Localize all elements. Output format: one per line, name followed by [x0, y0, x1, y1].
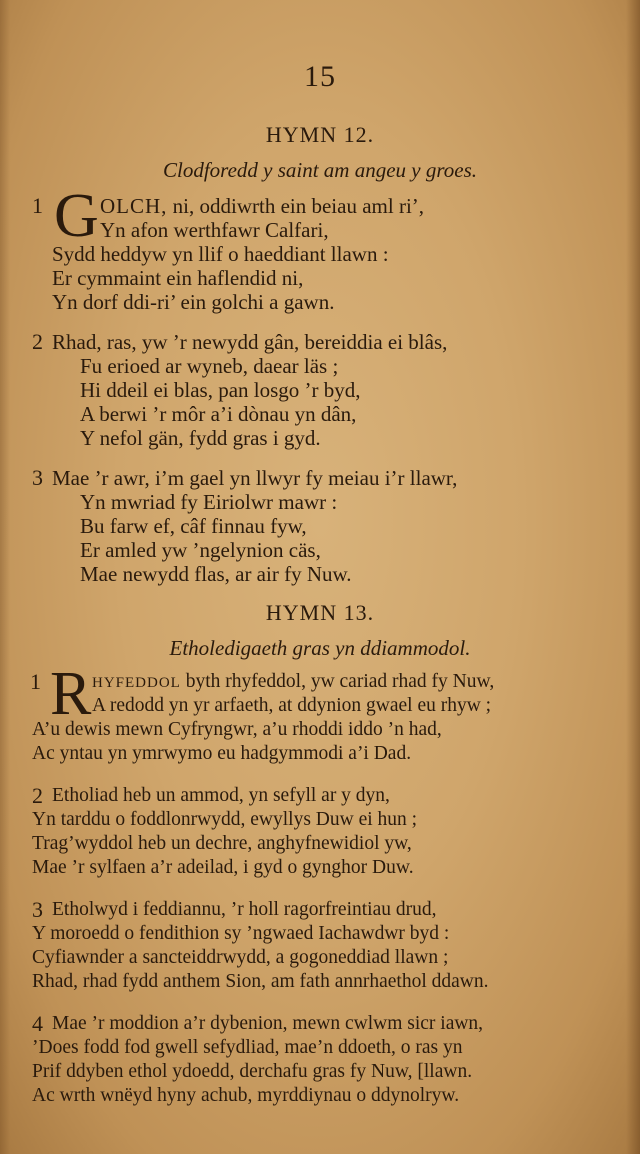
- verse-line: Ac yntau yn ymrwymo eu hadgymmodi a’i Dad.: [32, 743, 412, 764]
- hymn-13-title: HYMN 13.: [265, 600, 375, 625]
- hymn-13-subtitle: Etholedigaeth gras yn ddiammodol.: [169, 636, 471, 660]
- verse-line: Yn tarddu o foddlonrwydd, ewyllys Duw ei hun ;: [32, 809, 418, 830]
- verse-line: Mae newydd flas, ar air fy Nuw.: [80, 562, 352, 586]
- verse-line: Yn afon werthfawr Calfari,: [100, 218, 329, 242]
- verse-number: 2: [32, 783, 43, 808]
- verse-number: 3: [32, 897, 43, 922]
- verse-line: Hi ddeil ei blas, pan losgo ’r byd,: [80, 378, 361, 402]
- first-word-caps: OLCH,: [100, 194, 168, 218]
- verse-number: 4: [32, 1011, 43, 1036]
- verse-line: Trag’wyddol heb un dechre, anghyfnewidiol yw,: [32, 833, 412, 854]
- verse-number: 3: [32, 465, 43, 490]
- verse-line: Er cymmaint ein haflendid ni,: [52, 266, 304, 290]
- verse-line: Mae ’r moddion a’r dybenion, mewn cwlwm sicr iawn,: [52, 1013, 484, 1034]
- verse-line: Mae ’r sylfaen a’r adeilad, i gyd o gynghor Duw.: [32, 857, 414, 878]
- verse-line: Y moroedd o fendithion sy ’ngwaed Iachawdwr byd :: [32, 923, 450, 944]
- verse-line: Prif ddyben ethol ydoedd, derchafu gras fy Nuw, [llawn.: [32, 1061, 473, 1082]
- verse-line: ’Does fodd fod gwell sefydliad, mae’n ddoeth, o ras yn: [32, 1037, 463, 1058]
- first-line-rest: byth rhyfeddol, yw cariad rhad fy Nuw,: [180, 671, 495, 692]
- verse-line: Er amled yw ’ngelynion cäs,: [80, 538, 321, 562]
- verse-line: Bu farw ef, câf finnau fyw,: [80, 514, 307, 538]
- verse-number: 1: [32, 193, 43, 218]
- first-line-rest: ni, oddiwrth ein beiau aml ri’,: [167, 194, 425, 218]
- verse-line: Sydd heddyw yn llif o haeddiant llawn :: [52, 242, 389, 266]
- verse-line: Yn mwriad fy Eiriolwr mawr :: [80, 490, 338, 514]
- drop-cap: G: [54, 182, 99, 250]
- drop-cap: R: [50, 660, 92, 728]
- verse-line: Rhad, ras, yw ’r newydd gân, bereiddia ei blâs,: [52, 330, 448, 354]
- verse-line: A’u dewis mewn Cyfryngwr, a’u rhoddi iddo ’n had,: [32, 719, 442, 740]
- verse-line: Cyfiawnder a sancteiddrwydd, a gogoneddiad llawn ;: [32, 947, 449, 968]
- verse-line: A redodd yn yr arfaeth, at ddynion gwael eu rhyw ;: [92, 695, 492, 716]
- verse-line: Ac wrth wnëyd hyny achub, myrddiynau o ddynolryw.: [32, 1085, 460, 1106]
- verse-line: Etholwyd i feddiannu, ’r holl ragorfreintiau drud,: [52, 899, 437, 920]
- hymn-12-subtitle: Clodforedd y saint am angeu y groes.: [163, 158, 477, 182]
- verse-line: Y nefol gän, fydd gras i gyd.: [80, 426, 321, 450]
- verse-line: Fu erioed ar wyneb, daear läs ;: [80, 354, 339, 378]
- verse-number: 2: [32, 329, 43, 354]
- verse-line: [100, 194, 424, 218]
- verse-line: Yn dorf ddi-ri’ ein golchi a gawn.: [52, 290, 335, 314]
- verse-line: [92, 670, 494, 695]
- verse-line: Etholiad heb un ammod, yn sefyll ar y dyn,: [52, 785, 390, 806]
- hymn-12-title: HYMN 12.: [265, 122, 375, 147]
- verse-line: Mae ’r awr, i’m gael yn llwyr fy meiau i’r llawr,: [52, 466, 458, 490]
- verse-line: A berwi ’r môr a’i dònau yn dân,: [80, 402, 357, 426]
- page-number: 15: [304, 60, 336, 93]
- verse-line: Rhad, rhad fydd anthem Sion, am fath annrhaethol ddawn.: [32, 971, 489, 992]
- verse-number: 1: [30, 669, 41, 694]
- first-word-caps: HYFEDDOL: [92, 675, 181, 691]
